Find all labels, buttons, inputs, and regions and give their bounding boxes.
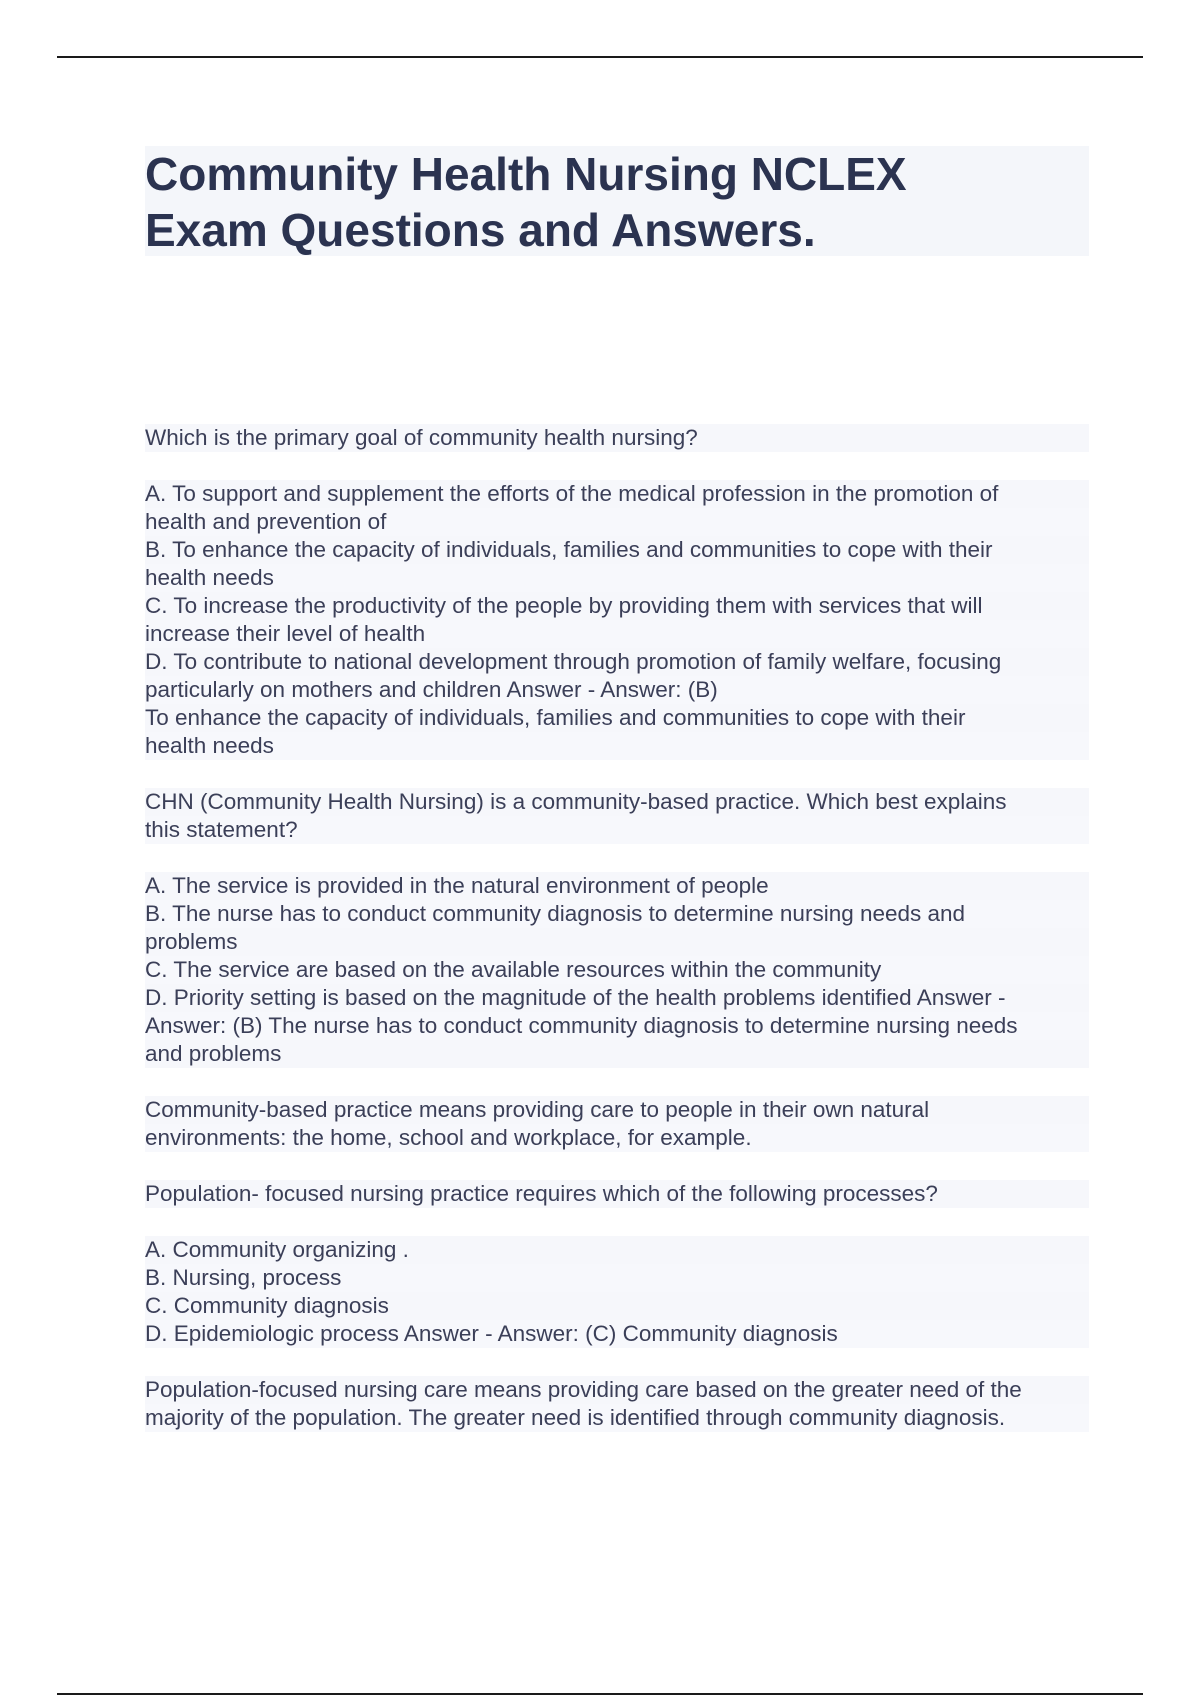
text-line: C. Community diagnosis (145, 1292, 1089, 1320)
paragraph (145, 1180, 1089, 1208)
page-title (145, 146, 1089, 258)
text-line: A. The service is provided in the natural environment of people (145, 872, 1089, 900)
text-line: increase their level of health (145, 620, 1089, 648)
title-block (145, 146, 1089, 256)
text-line: Answer: (B) The nurse has to conduct community diagnosis to determine nursing needs (145, 1012, 1089, 1040)
paragraph (145, 872, 1089, 1068)
paragraph (145, 1096, 1089, 1152)
text-line: this statement? (145, 816, 1089, 844)
text-line: D. To contribute to national development through promotion of family welfare, focusing (145, 648, 1089, 676)
text-line: CHN (Community Health Nursing) is a community-based practice. Which best explains (145, 788, 1089, 816)
text-line: D. Priority setting is based on the magnitude of the health problems identified Answer - (145, 984, 1089, 1012)
paragraph (145, 1236, 1089, 1348)
text-line: health needs (145, 732, 1089, 760)
title-line: Community Health Nursing NCLEX (145, 148, 907, 200)
text-line: particularly on mothers and children Answer - Answer: (B) (145, 676, 1089, 704)
text-line: and problems (145, 1040, 1089, 1068)
text-line: environments: the home, school and workplace, for example. (145, 1124, 1089, 1152)
text-line: B. The nurse has to conduct community diagnosis to determine nursing needs and (145, 900, 1089, 928)
paragraph (145, 424, 1089, 452)
text-line: B. Nursing, process (145, 1264, 1089, 1292)
text-line: D. Epidemiologic process Answer - Answer: (C) Community diagnosis (145, 1320, 1089, 1348)
text-line: health needs (145, 564, 1089, 592)
paragraph (145, 480, 1089, 760)
text-line: Which is the primary goal of community health nursing? (145, 424, 1089, 452)
text-line: A. To support and supplement the efforts of the medical profession in the promotion of (145, 480, 1089, 508)
paragraph (145, 1376, 1089, 1432)
title-line: Exam Questions and Answers. (145, 204, 816, 256)
text-line: Population- focused nursing practice requires which of the following processes? (145, 1180, 1089, 1208)
text-line: Community-based practice means providing care to people in their own natural (145, 1096, 1089, 1124)
text-line: C. The service are based on the available resources within the community (145, 956, 1089, 984)
text-line: problems (145, 928, 1089, 956)
text-line: C. To increase the productivity of the people by providing them with services that will (145, 592, 1089, 620)
text-line: majority of the population. The greater need is identified through community diagnosis. (145, 1404, 1089, 1432)
paragraph (145, 788, 1089, 844)
text-line: Population-focused nursing care means providing care based on the greater need of the (145, 1376, 1089, 1404)
text-line: B. To enhance the capacity of individuals, families and communities to cope with their (145, 536, 1089, 564)
text-line: health and prevention of (145, 508, 1089, 536)
text-line: A. Community organizing . (145, 1236, 1089, 1264)
document-body (145, 424, 1089, 1460)
top-rule (57, 56, 1143, 58)
bottom-rule (57, 1693, 1143, 1695)
text-line: To enhance the capacity of individuals, families and communities to cope with their (145, 704, 1089, 732)
